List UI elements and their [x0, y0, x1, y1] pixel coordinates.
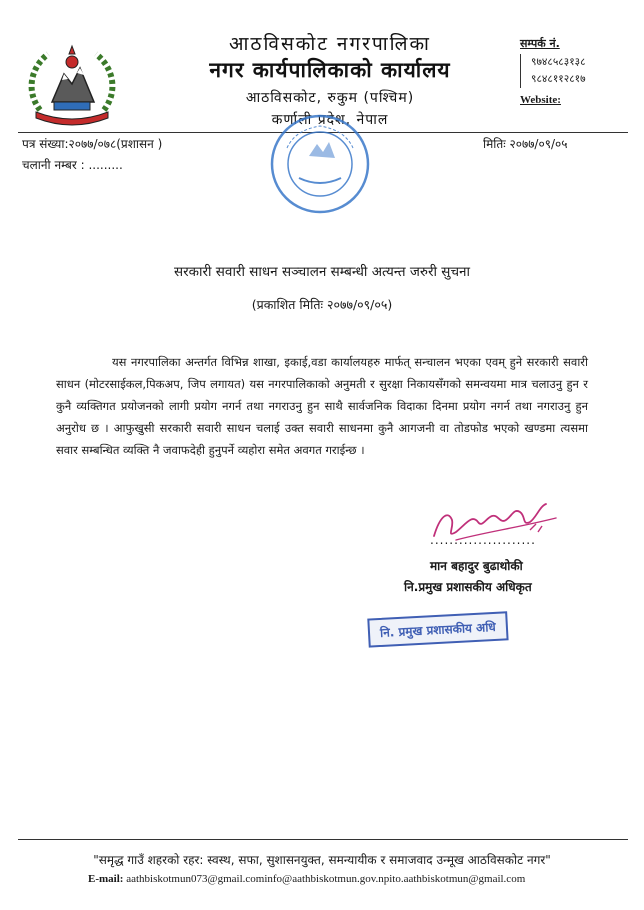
- contact-phone: ९७४८५८३१३८: [531, 56, 586, 68]
- signatory-name: मान बहादुर बुढाथोकी: [430, 559, 523, 573]
- letter-date: मितिः २०७७/०९/०५: [483, 137, 568, 151]
- letter-number: पत्र संख्या:२०७७/०७८(प्रशासन ): [22, 137, 163, 151]
- office-province: कर्णाली प्रदेश, नेपाल: [271, 112, 389, 128]
- municipality-name: आठविसकोट नगरपालिका: [229, 33, 431, 55]
- notice-subject: सरकारी सवारी साधन सञ्चालन सम्बन्धी अत्यन्त जरुरी सुचना: [173, 264, 470, 280]
- contact-block: [520, 36, 630, 106]
- office-address: आठविसकोट, रुकुम (पश्चिम): [245, 90, 415, 106]
- email-addresses: aathbiskotmun073@gmail.cominfo@aathbiskotmun.gov.npito.aathbiskotmun@gmail.com: [126, 873, 526, 885]
- signature-line: ......................: [430, 533, 536, 547]
- footer-divider: [18, 839, 628, 840]
- government-emblem-icon: [22, 40, 122, 130]
- published-date: (प्रकाशित मितिः २०७७/०९/०५): [251, 297, 393, 312]
- designation-stamp-text: नि. प्रमुख प्रशासकीय अधि: [367, 611, 508, 647]
- contact-phone: ९८४८११२८१७: [531, 73, 586, 85]
- signatory-title: नि.प्रमुख प्रशासकीय अधिकृत: [404, 580, 532, 594]
- contact-phone-list: [520, 54, 630, 88]
- dispatch-number: चलानी नम्बर : .........: [22, 158, 123, 172]
- office-name: नगर कार्यपालिकाको कार्यालय: [209, 58, 451, 82]
- contact-title: सम्पर्क नं.: [520, 37, 560, 50]
- designation-stamp: [367, 609, 544, 650]
- email-label: E-mail:: [88, 873, 124, 885]
- office-seal-icon: [265, 108, 375, 220]
- footer-motto: "समृद्ध गाउँ शहरको रहर: स्वस्थ, सफा, सुशासनयुक्त, समन्यायीक र समाजवाद उन्मूख आठविसकोट नगर": [93, 853, 551, 867]
- website-label: Website:: [520, 94, 561, 106]
- footer-email: [88, 873, 525, 885]
- notice-body: यस नगरपालिका अन्तर्गत विभिन्न शाखा, इकाई,वडा कार्यालयहरु मार्फत् सन्चालन भएका एवम् हुने सरकारी सवारी साधन (मोटरसाईकल,पिकअप, जिप लगायत) यस नगरपालिकाको अनुमती र सुरक्षा निकायसँगको समन्वयमा मात्र चलाउनु हुन र कुनै व्यक्तिगत प्रयोजनको लागी प्रयोग नगर्न तथा नगराउनु हुन साथै सार्वजनिक विदाका दिनमा प्रयोग नगर्न तथा नगराउनु हुन अनुरोध छ । आफुखुसी सरकारी सवारी साधन चलाई उक्त सवारी साधनमा कुनै आगजनी वा तोडफोड भएको खण्डमा त्यसमा सवार सम्बन्धित व्यक्ति नै जवाफदेही हुनुपर्ने व्यहोरा समेत अवगत गराईन्छ ।: [56, 355, 588, 457]
